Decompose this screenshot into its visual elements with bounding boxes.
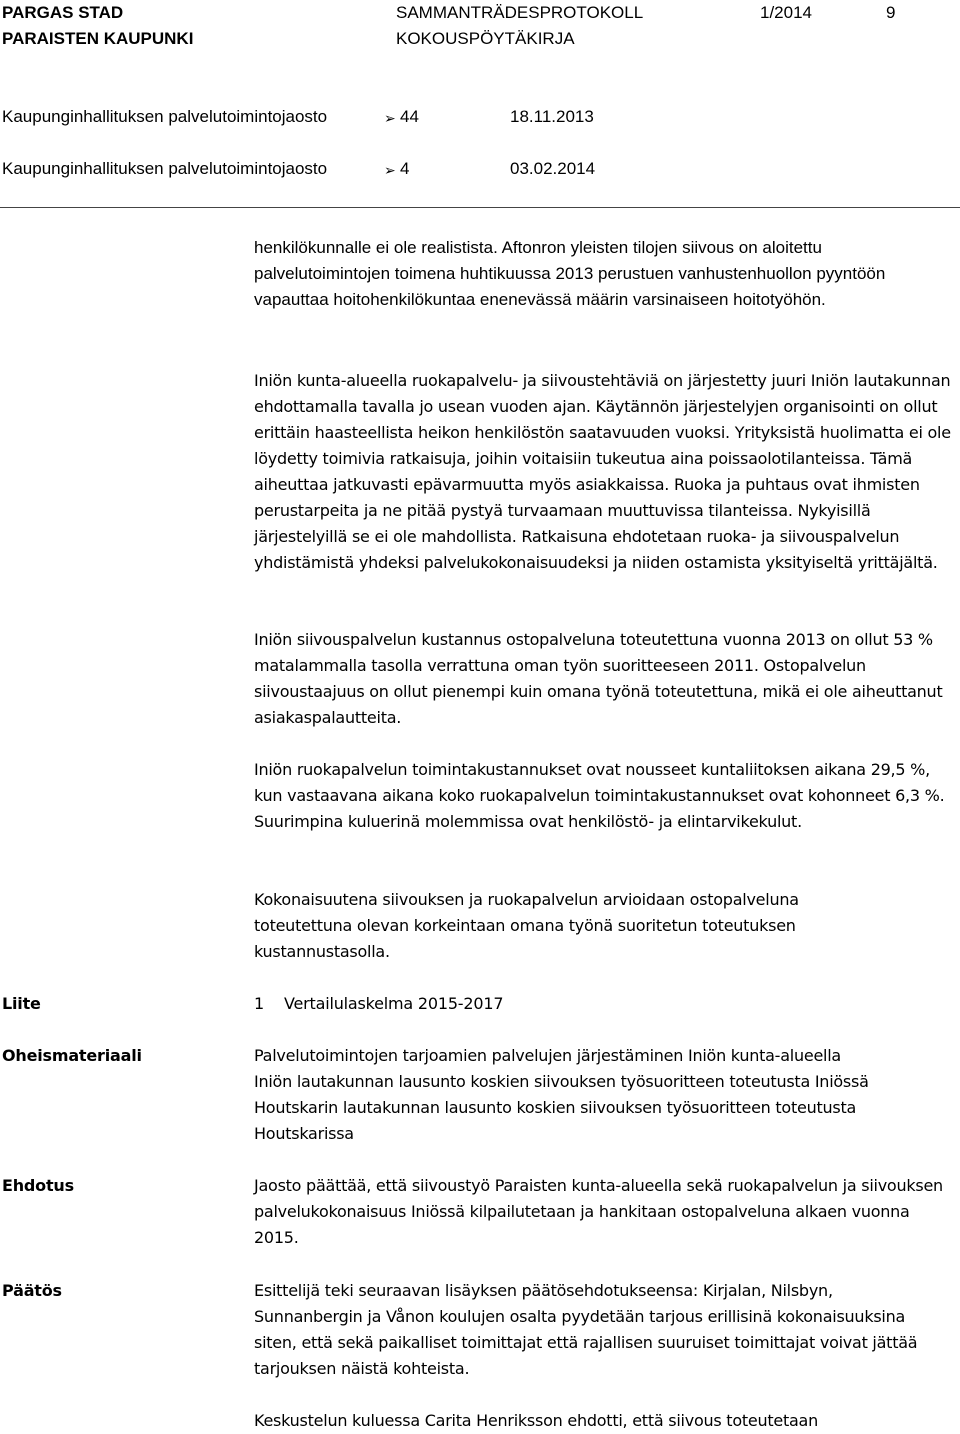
section-number: 44 [400, 107, 419, 126]
org-name-swedish: PARGAS STAD [2, 3, 124, 22]
arrow-bullet-icon: ➢ [384, 110, 396, 126]
issue-number: 1/2014 [760, 3, 812, 22]
list-item: Palvelutoimintojen tarjoamien palvelujen järjestäminen Iniön kunta-alueella [254, 1046, 841, 1065]
list-item: Iniön lautakunnan lausunto koskien siivouksen työsuoritteen toteutusta Iniössä [254, 1072, 869, 1091]
body-paragraph: Kokonaisuutena siivouksen ja ruokapalvelun arvioidaan ostopalveluna toteutettuna olevan korkeintaan omana työnä suoritetun toteutuksen kustannustasolla. [254, 890, 799, 961]
header-divider [0, 207, 960, 208]
decision-text-continued: Keskustelun kuluessa Carita Henriksson ehdotti, että siivous toteutetaan [254, 1411, 818, 1430]
ehdotus-label: Ehdotus [2, 1176, 74, 1195]
meeting-body: Kaupunginhallituksen palvelutoimintojaosto [2, 159, 328, 178]
meeting-reference [2, 156, 942, 208]
oheismateriaali-label: Oheismateriaali [2, 1046, 142, 1065]
decision-text: Esittelijä teki seuraavan lisäyksen päätösehdotukseensa: Kirjalan, Nilsbyn, Sunnanbergin ja Vånon koulujen osalta pyydetään tarjous erillisinä kokonaisuuksina siten, että sekä paikalliset toimittajat että rajallisen suuruiset toimittajat voivat jättää tarjouksen näistä kohteista. [254, 1281, 918, 1378]
body-paragraph: Iniön ruokapalvelun toimintakustannukset ovat nousseet kuntaliitoksen aikana 29,5 %, kun vastaavana aikana koko ruokapalvelun toimintakustannukset ovat kohonneet 6,3 %. Suurimpina kuluerinä molemmissa ovat henkilöstö- ja elintarvikekulut. [254, 760, 945, 831]
section-number: 4 [400, 159, 410, 178]
liite-label: Liite [2, 994, 41, 1013]
attachment-title: Vertailulaskelma 2015-2017 [284, 994, 504, 1013]
org-name-finnish: PARAISTEN KAUPUNKI [2, 29, 194, 48]
arrow-bullet-icon: ➢ [384, 162, 396, 178]
proposal-text: Jaosto päättää, että siivoustyö Paraisten kunta-alueella sekä ruokapalvelun ja siivouksen palvelukokonaisuus Iniössä kilpailutetaan ja hankitaan ostopalveluna alkaen vuonna 2015. [254, 1176, 943, 1247]
meeting-reference [2, 104, 942, 156]
list-item: Houtskarin lautakunnan lausunto koskien siivouksen työsuoritteen toteutusta Houtskarissa [254, 1098, 857, 1143]
meeting-body: Kaupunginhallituksen palvelutoimintojaosto [2, 107, 328, 126]
body-paragraph: Iniön kunta-alueella ruokapalvelu- ja siivoustehtäviä on järjestetty juuri Iniön lautakunnan ehdottamalla tavalla jo usean vuoden ajan. Käytännön järjestelyjen organisointi on ollut erittäin haasteellista heikon henkilöstön saatavuuden vuoksi. Yrityksistä huolimatta ei ole löydetty toimivia ratkaisuja, joihin voitaisiin tukeutua aina poissaolotilanteissa. Tämä aiheuttaa jatkuvasti epävarmuutta myös asiakkaissa. Ruoka ja puhtaus ovat ihmisten perustarpeita ja ne pitää pystyä turvaamaan muuttuvissa tilanteissa. Nykyisillä järjestelyillä se ei ole mahdollista. Ratkaisuna ehdotetaan ruoka- ja siivouspalvelun yhdistämistä yhdeksi palvelukokonaisuudeksi ja niiden ostamista yksityiseltä yrittäjältä. [254, 371, 951, 572]
paatos-label: Päätös [2, 1281, 62, 1300]
page-number: 9 [886, 3, 896, 22]
doc-type-finnish: KOKOUSPÖYTÄKIRJA [396, 29, 575, 48]
doc-type-swedish: SAMMANTRÄDESPROTOKOLL [396, 3, 644, 22]
attachment-number: 1 [254, 994, 264, 1013]
meeting-date: 18.11.2013 [510, 107, 594, 126]
attachment-entry [254, 991, 503, 1017]
oheismateriaali-list [254, 1043, 954, 1147]
meeting-date: 03.02.2014 [510, 159, 596, 178]
body-paragraph: Iniön siivouspalvelun kustannus ostopalveluna toteutettuna vuonna 2013 on ollut 53 % matalammalla tasolla verrattuna oman työn suoritteeseen 2011. Ostopalvelun siivoustaajuus on ollut pienempi kuin omana työnä toteutettuna, mikä ei ole aiheuttanut asiakaspalautteita. [254, 630, 943, 727]
body-paragraph: henkilökunnalle ei ole realistista. Aftonron yleisten tilojen siivous on aloitettu palvelutoimintojen toimena huhtikuussa 2013 perustuen vanhustenhuollon pyyntöön vapauttaa hoitohenkilökuntaa enenevässä määrin varsinaiseen hoitotyöhön. [254, 238, 886, 309]
